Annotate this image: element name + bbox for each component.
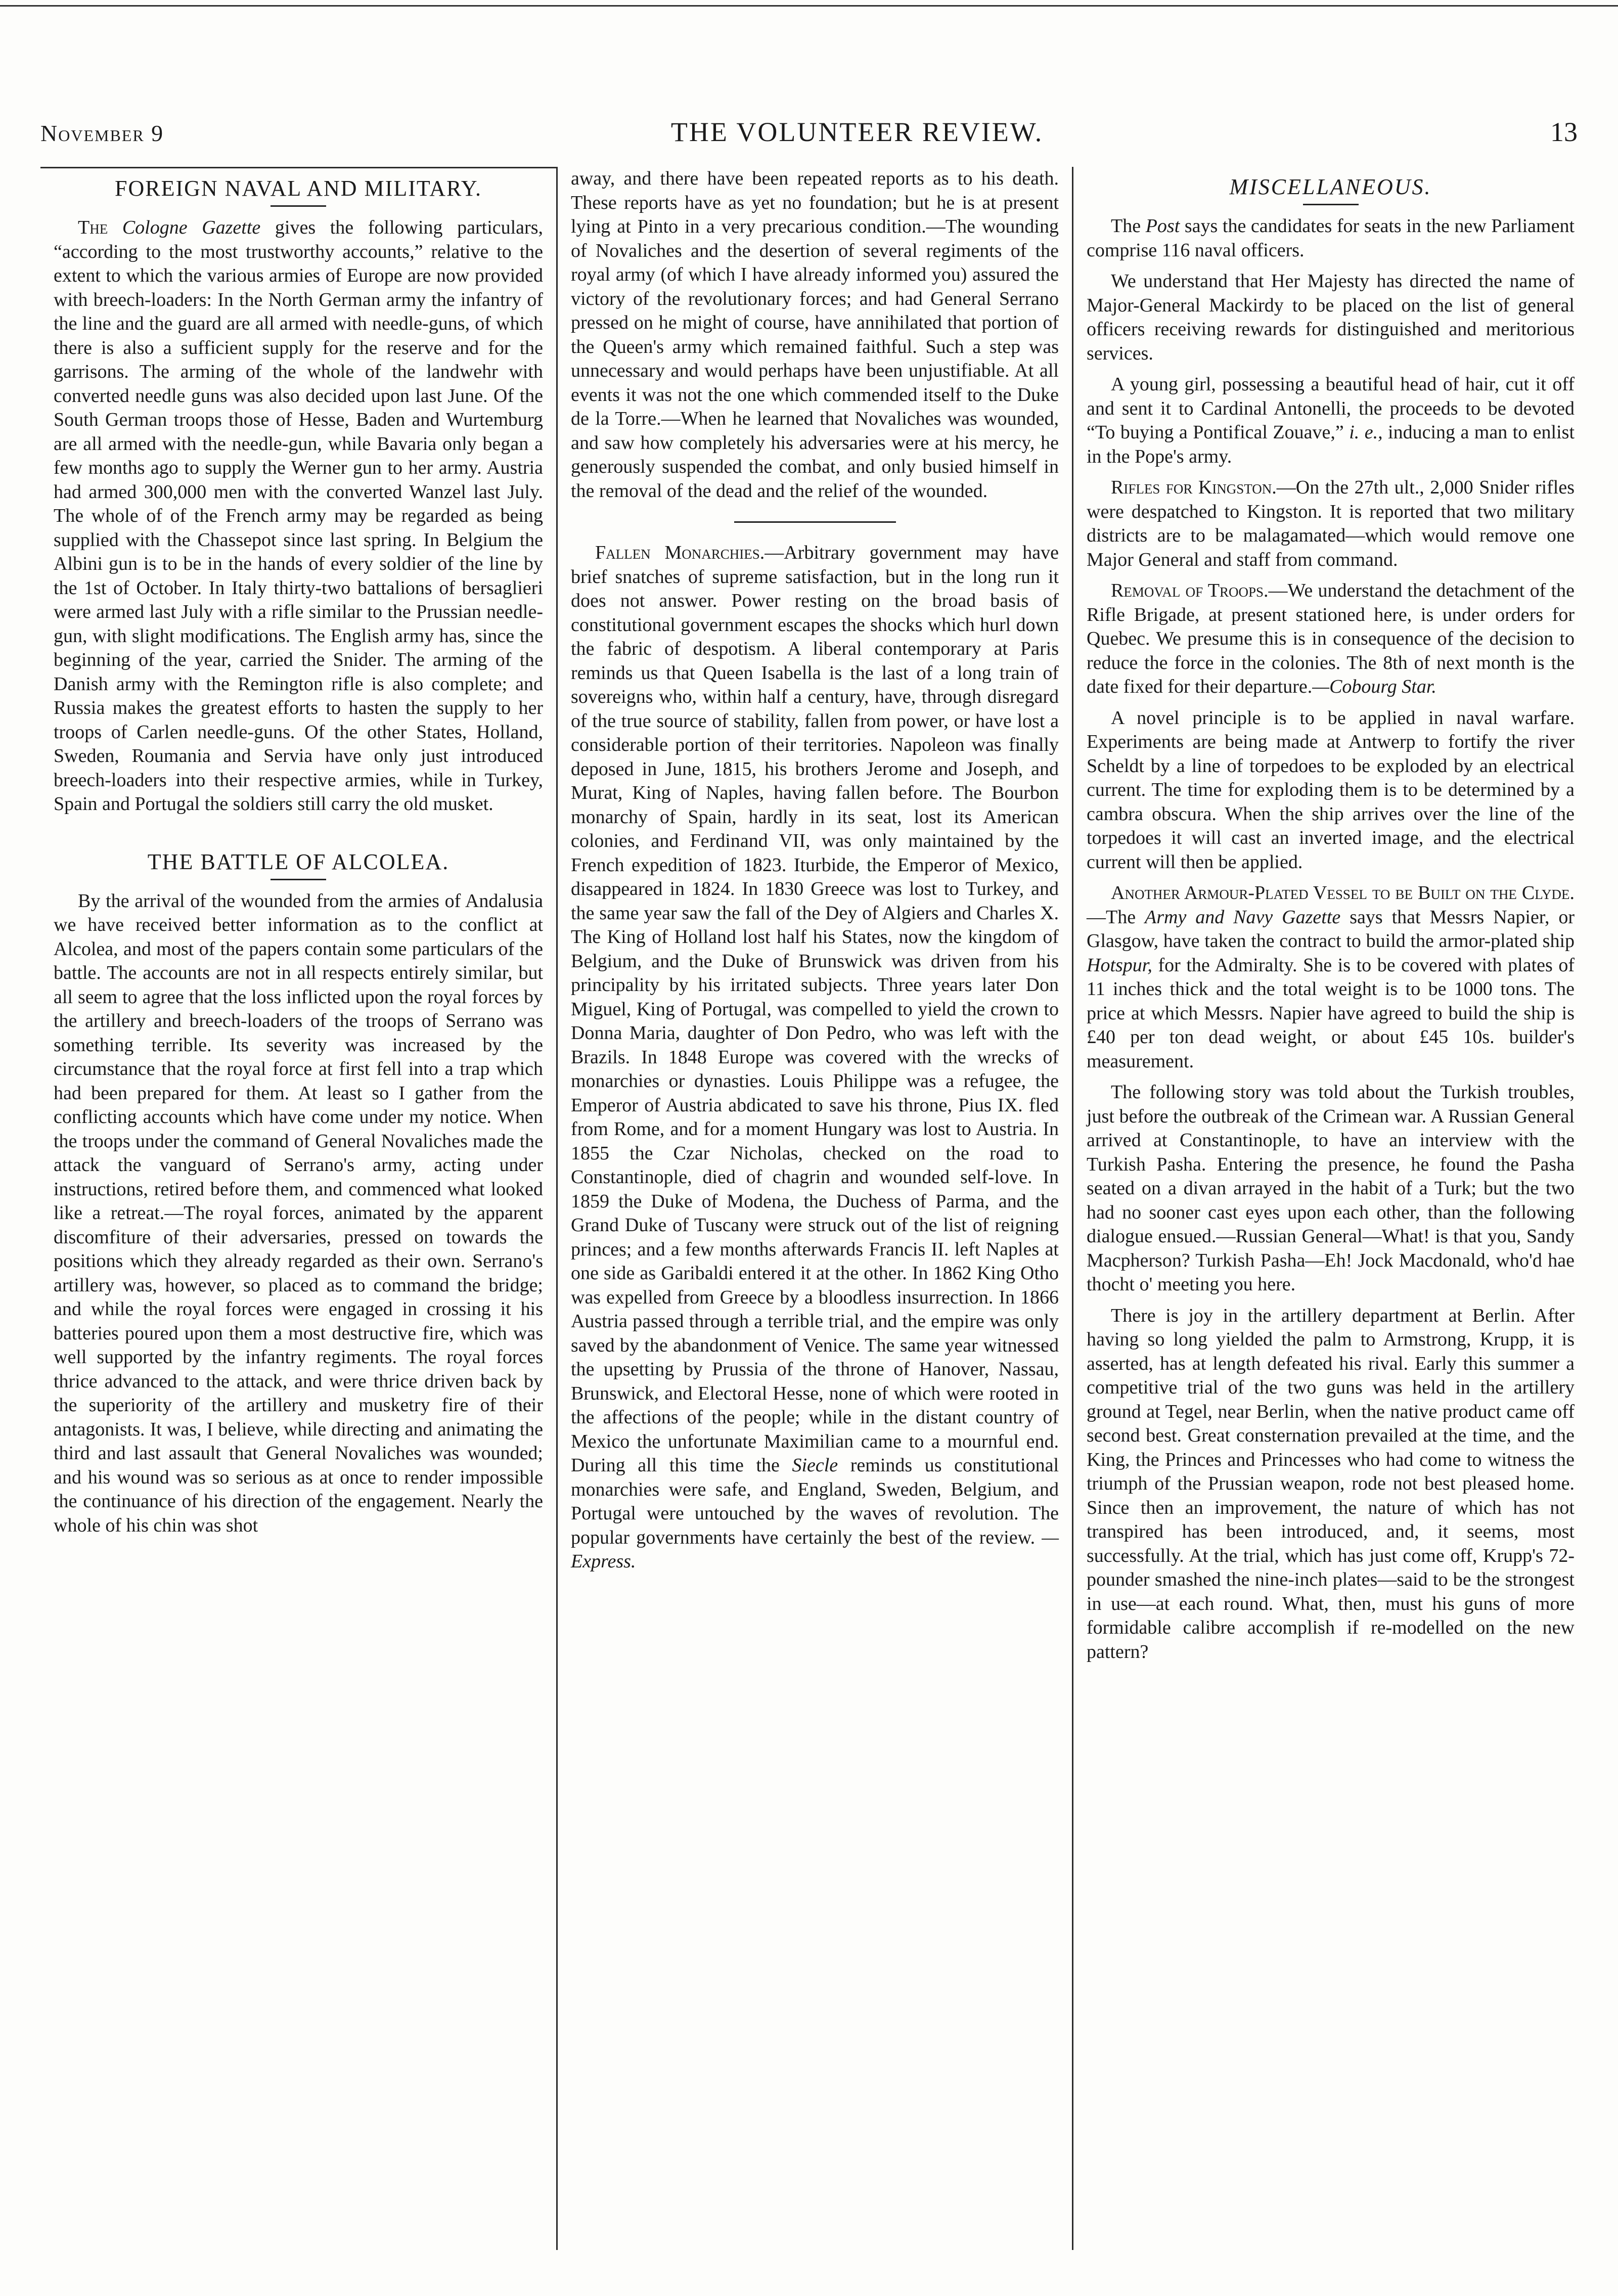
page-number: 13: [1550, 117, 1578, 147]
item-parliament: [1087, 214, 1575, 262]
lead-word: The: [78, 217, 108, 238]
ship-name: Hotspur,: [1087, 954, 1152, 976]
item-young-girl: [1087, 373, 1575, 469]
publication-title: THE VOLUNTEER REVIEW.: [670, 117, 1044, 147]
article-battle-alcolea: By the arrival of the wounded from the armies of Andalusia we have received better information as to the conflict at Alcolea, and most of the papers contain some particulars of the battle. The accounts are not in all respects entirely similar, but all seem to agree that the loss inflicted upon the royal forces by the artillery and breech-loaders of the troops of Serrano was something terrible. Its severity was increased by the circumstance that the royal force at first fell into a trap which had been prepared for them. At least so I gather from the conflicting accounts which have come under my notice. When the troops under the command of General Novaliches made the attack the vanguard of Serrano's army, acting under instructions, retired before them, and commenced what looked like a retreat.—The royal forces, animated by the apparent discomfiture of their adversaries, pressed on towards the positions which they already regarded as their own. Serrano's artillery was, however, so placed as to command the bridge; and while the royal forces were engaged in crossing it his batteries poured upon them a most destructive fire, which was well supported by the infantry regiments. The royal forces thrice advanced to the attack, and were thrice driven back by the superiority of the artillery and musketry fire of their antagonists. It was, I believe, while directing and animating the third and last assault that General Novaliches was wounded; and his wound was so serious as at once to render impossible the continuance of his direction of the engagement. Nearly the whole of his chin was shot: [54, 890, 543, 1536]
item-torpedoes: A novel principle is to be applied in naval warfare. Experiments are being made at Antwerp to fortify the river Scheldt by a line of torpedoes to be exploded by an electrical current. The time for exploding them is to be determined by a cambra obscura. When the ship arrives over the line of the torpedoes it will cast an inverted image, and the electrical current will then be applied.: [1087, 707, 1575, 873]
item-text: for the Admiralty. She is to be covered with plates of 11 inches thick and the total weight is to be 1000 tons. The price at which Messrs. Napier have agreed to build the ship is £40 per ton dead weight, or about £45 10s. builder's measurement.: [1087, 954, 1575, 1072]
item-lead: Rifles for Kingston.: [1111, 477, 1277, 498]
item-turkish-story: The following story was told about the Turkish troubles, just before the outbreak of the Crimean war. A Russian General arrived at Constantinople, to have an interview with the Turkish Pasha. Entering the presence, he found the Pasha seated on a divan arrayed in the habit of a Turk; but the two had no sooner cast eyes upon each other, than the following dialogue ensued.—Russian General—What! is that you, Sandy Macpherson? Turkish Pasha—Eh! Jock Macdonald, who'd hae thocht o' meeting you here.: [1087, 1082, 1575, 1295]
source-name: Army and Navy Gazette: [1145, 906, 1341, 928]
heading-battle-alcolea: THE BATTLE OF ALCOLEA.: [147, 849, 450, 874]
source-name: Post: [1145, 215, 1180, 237]
item-armour-plated-vessel: [1087, 881, 1575, 1073]
columns: [40, 167, 1588, 2250]
article-fallen-monarchies: [571, 541, 1059, 1574]
article-text: gives the following particulars, “according to the most trustworthy accounts,” relative to the extent to which the various armies of Europe are now provided with breech-loaders: In the North German army the infantry of the line and the guard are all armed with needle-guns, of which there is also a sufficient supply for the reserve and for the garrisons. The arming of the whole of the landwehr with converted needle guns was also decided upon last June. Of the South German troops those of Hesse, Baden and Wurtemburg are all armed with the needle-gun, while Bavaria only began a few months ago to supply the Werner gun to her army. Austria had armed 300,000 men with the converted Wanzel last July. The whole of of the French army may be regarded as being supplied with the Chassepot since last spring. In Belgium the Albini gun is to be in the hands of every soldier of the line by the 1st of October. In Italy thirty-two battalions of bersaglieri were armed last July with a rifle similar to the Prussian needle-gun, with slight modifications. The English army has, since the beginning of the year, carried the Snider. The arming of the Danish army with the Remington rifle is also complete; and Russia makes the greatest efforts to hasten the supply to her troops of Carlen needle-guns. Of the other States, Holland, Sweden, Roumania and Servia have only just introduced breech-loaders into their respective armies, while in Turkey, Spain and Portugal the soldiers still carry the old musket.: [54, 217, 543, 815]
column-2: [556, 167, 1072, 2250]
article-lead: Fallen Monarchies.: [595, 542, 765, 563]
item-text: A young girl, possessing a beautiful head of hair, cut it off and sent it to Cardinal Antonelli, the proceeds to be devoted “To buying a Pontifical Zouave,”: [1087, 374, 1575, 443]
item-lead: Removal of Troops.: [1111, 580, 1269, 601]
item-text: The: [1111, 215, 1141, 237]
heading-rule: [1303, 204, 1359, 205]
heading-foreign-naval: FOREIGN NAVAL AND MILITARY.: [114, 176, 482, 201]
column-1: [40, 167, 556, 2250]
item-lead: Another Armour-Plated Vessel to be Built on the Clyde.: [1111, 882, 1575, 904]
item-removal-troops: [1087, 579, 1575, 699]
article-text: reminds us constitutional monarchies were safe, and England, Sweden, Belgium, and Portugal were untouched by the waves of revolution. The popular governments have certainly the best of the review.: [571, 1455, 1059, 1548]
item-text: —The: [1087, 906, 1136, 928]
heading-rule: [271, 879, 326, 880]
source-name: —Express.: [571, 1526, 1059, 1572]
article-foreign-naval: [54, 216, 543, 817]
article-battle-continued: away, and there have been repeated reports as to his death. These reports have as yet no foundation; but he is at present lying at Pinto in a very precarious condition.—The wounding of Novaliches and the desertion of several regiments of the royal army (of which I have already informed you) assured the victory of the revolutionary forces; and had General Serrano pressed on he might of course, have annihilated that portion of the Queen's army which remained faithful. Such a step was unnecessary and would perhaps have been unjustifiable. At all events it was not the one which commended itself to the Duke de la Torre.—When he learned that Novaliches was wounded, and saw how completely his adversaries were at his mercy, he generously suspended the combat, and only busied himself in the removal of the dead and the relief of the wounded.: [571, 168, 1059, 502]
source-name: Siecle: [792, 1455, 838, 1476]
item-mackirdy: We understand that Her Majesty has directed the name of Major-General Mackirdy to be placed on the list of general officers receiving rewards for distinguished and meritorious services.: [1087, 271, 1575, 364]
item-text: says that Messrs Napier, or Glasgow, have taken the contract to build the armor-plated ship: [1087, 906, 1575, 952]
article-text: —Arbitrary government may have brief snatches of supreme satisfaction, but in the long run it does not answer. Power resting on the broad basis of constitutional government escapes the shocks which hurl down the fabric of despotism. A liberal contemporary at Paris reminds us that Queen Isabella is the last of a long train of sovereigns who, within half a century, have, through disregard of the true source of stability, fallen from power, or have lost a considerable portion of their territories. Napoleon was finally deposed in June, 1815, his brothers Jerome and Joseph, and Murat, King of Naples, having fallen before. The Bourbon monarchy of Spain, hardly in its seat, lost its American colonies, and Ferdinand VII, was only maintained by the French expedition of 1823. Iturbide, the Emperor of Mexico, disappeared in 1824. In 1830 Greece was lost to Turkey, and the same year saw the fall of the Dey of Algiers and Charles X. The King of Holland lost half his States, now the kingdom of Belgium, and the Duke of Brunswick was driven from his principality by his irritated subjects. Three years later Don Miguel, King of Portugal, was compelled to yield the crown to Donna Maria, daughter of Don Pedro, who was left with the Brazils. In 1848 Europe was covered with the wrecks of monarchies or dynasties. Louis Philippe was a refugee, the Emperor of Austria abdicated to save his throne, Pius IX. fled from Rome, and for a moment Hungary was lost to Austria. In 1855 the Czar Nicholas, checked on the road to Constantinople, died of chagrin and wounded self-love. In 1859 the Duke of Modena, the Duchess of Parma, and the Grand Duke of Tuscany were struck out of the list of reigning princes; and a few months afterwards Francis II. left Naples at one side as Garibaldi entered it at the other. In 1862 King Otho was expelled from Greece by a bloodless insurrection. In 1866 Austria passed through a terrible trial, and the empire was only saved by the abandonment of Venice. The same year witnessed the upsetting by Prussia of the throne of Hanover, Nassau, Brunswick, and Electoral Hesse, none of which were rooted in the affections of the people; while in the distant country of Mexico the unfortunate Maximilian came to a mournful end. During all this time the: [571, 542, 1059, 1476]
heading-miscellaneous: MISCELLANEOUS.: [1229, 174, 1432, 199]
column-3: [1072, 167, 1588, 2250]
source-name: Cologne Gazette: [122, 217, 261, 238]
item-text: says the candidates for seats in the new Parliament comprise 116 naval officers.: [1087, 215, 1575, 261]
item-text: —On the 27th ult., 2,000 Snider rifles were despatched to Kingston. It is reported that two military districts are to be malagamated—which would remove one Major General and staff from command.: [1087, 477, 1575, 570]
item-text: inducing a man to enlist in the Pope's army.: [1087, 422, 1575, 467]
page-header: [40, 116, 1578, 162]
top-rule: [0, 5, 1618, 7]
item-rifles-kingston: [1087, 476, 1575, 572]
heading-rule: [271, 205, 326, 207]
source-name: —Cobourg Star.: [1312, 676, 1436, 697]
item-abbrev: i. e.,: [1349, 422, 1383, 443]
item-text: —We understand the detachment of the Rifle Brigade, at present stationed here, is under orders for Quebec. We presume this is in consequence of the decision to reduce the force in the colonies. The 8th of next month is the date fixed for their departure.: [1087, 580, 1575, 697]
section-separator: [734, 521, 896, 523]
issue-date: November 9: [40, 120, 164, 146]
item-krupp-artillery: There is joy in the artillery department at Berlin. After having so long yielded the palm to Armstrong, Krupp, it is asserted, has at length defeated his rival. Early this summer a competitive trial of the two guns was held in the artillery ground at Tegel, near Berlin, when the native product came off second best. Great consternation prevailed at the time, and the King, the Princes and Princesses who had come to witness the triumph of the Prussian weapon, rode not best pleased home. Since then an improvement, the nature of which has not transpired has been introduced, and, it seems, most successfully. At the trial, which has just come off, Krupp's 72-pounder smashed the nine-inch plates—said to be the strongest in use—at each round. What, then, must his guns of more formidable calibre accomplish if re-modelled on the new pattern?: [1087, 1304, 1575, 1662]
